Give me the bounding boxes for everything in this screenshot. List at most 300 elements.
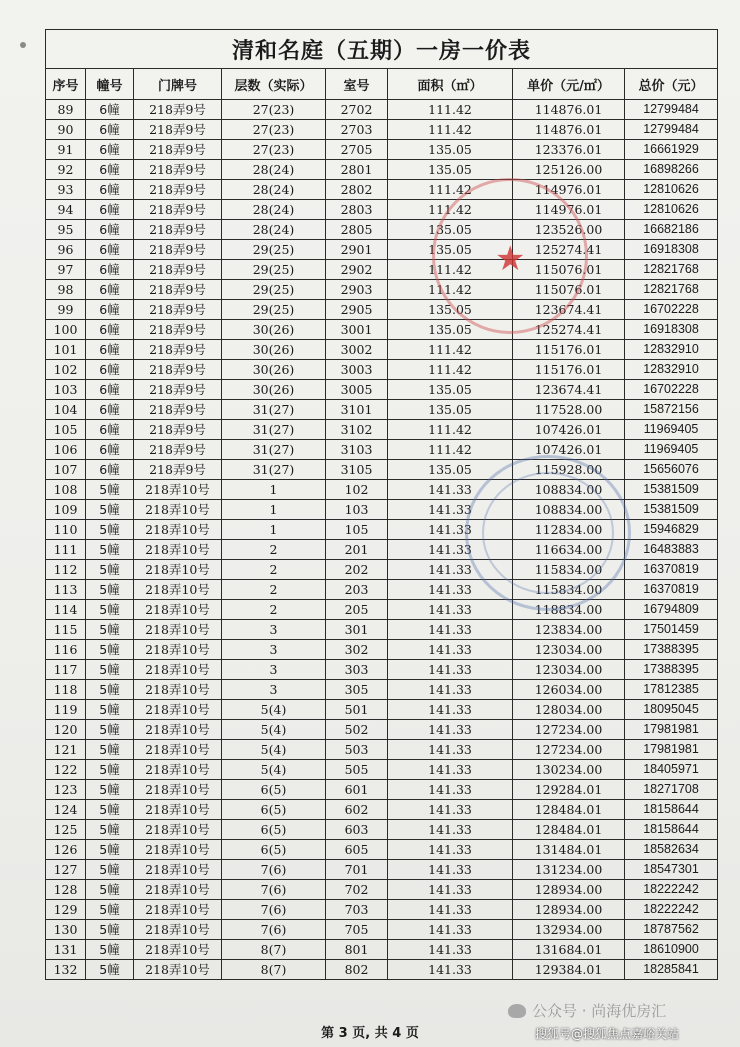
table-row <box>46 840 718 860</box>
cell-floor: 3 <box>222 640 326 660</box>
cell-index: 111 <box>46 540 86 560</box>
cell-floor: 8(7) <box>222 960 326 980</box>
table-row <box>46 760 718 780</box>
price-table <box>45 29 718 980</box>
cell-area: 111.42 <box>388 360 513 380</box>
cell-index: 119 <box>46 700 86 720</box>
cell-total-price: 18158644 <box>625 800 718 820</box>
table-row <box>46 200 718 220</box>
cell-area: 141.33 <box>388 940 513 960</box>
cell-room: 2903 <box>326 280 388 300</box>
cell-unit-price: 117528.00 <box>513 400 625 420</box>
table-row <box>46 640 718 660</box>
cell-area: 141.33 <box>388 800 513 820</box>
cell-building: 6幢 <box>86 300 134 320</box>
cell-area: 141.33 <box>388 680 513 700</box>
cell-building: 6幢 <box>86 280 134 300</box>
table-row <box>46 460 718 480</box>
header-floor: 层数（实际） <box>222 69 326 100</box>
cell-total-price: 16794809 <box>625 600 718 620</box>
cell-total-price: 15946829 <box>625 520 718 540</box>
cell-total-price: 12832910 <box>625 340 718 360</box>
header-building: 幢号 <box>86 69 134 100</box>
table-row <box>46 360 718 380</box>
cell-address: 218弄9号 <box>134 420 222 440</box>
cell-room: 2905 <box>326 300 388 320</box>
cell-unit-price: 115928.00 <box>513 460 625 480</box>
table-row <box>46 500 718 520</box>
cell-area: 135.05 <box>388 140 513 160</box>
cell-area: 111.42 <box>388 260 513 280</box>
cell-building: 5幢 <box>86 760 134 780</box>
cell-floor: 7(6) <box>222 920 326 940</box>
header-total-price: 总价（元） <box>625 69 718 100</box>
cell-unit-price: 128484.01 <box>513 820 625 840</box>
cell-total-price: 12810626 <box>625 180 718 200</box>
cell-unit-price: 127234.00 <box>513 740 625 760</box>
cell-index: 132 <box>46 960 86 980</box>
cell-floor: 2 <box>222 580 326 600</box>
cell-building: 5幢 <box>86 480 134 500</box>
cell-total-price: 15872156 <box>625 400 718 420</box>
cell-building: 6幢 <box>86 340 134 360</box>
cell-floor: 1 <box>222 520 326 540</box>
cell-building: 5幢 <box>86 660 134 680</box>
cell-room: 202 <box>326 560 388 580</box>
cell-index: 101 <box>46 340 86 360</box>
cell-floor: 3 <box>222 660 326 680</box>
cell-room: 2703 <box>326 120 388 140</box>
cell-room: 603 <box>326 820 388 840</box>
cell-address: 218弄9号 <box>134 440 222 460</box>
cell-address: 218弄10号 <box>134 680 222 700</box>
cell-total-price: 12832910 <box>625 360 718 380</box>
header-area: 面积（㎡） <box>388 69 513 100</box>
cell-floor: 5(4) <box>222 740 326 760</box>
cell-address: 218弄9号 <box>134 320 222 340</box>
cell-address: 218弄10号 <box>134 620 222 640</box>
cell-unit-price: 125274.41 <box>513 320 625 340</box>
cell-floor: 31(27) <box>222 420 326 440</box>
cell-room: 2702 <box>326 100 388 120</box>
cell-total-price: 18158644 <box>625 820 718 840</box>
cell-address: 218弄9号 <box>134 120 222 140</box>
cell-area: 141.33 <box>388 760 513 780</box>
cell-room: 203 <box>326 580 388 600</box>
header-room: 室号 <box>326 69 388 100</box>
cell-unit-price: 115834.00 <box>513 580 625 600</box>
cell-unit-price: 123674.41 <box>513 380 625 400</box>
cell-area: 141.33 <box>388 560 513 580</box>
cell-floor: 6(5) <box>222 840 326 860</box>
cell-address: 218弄10号 <box>134 880 222 900</box>
cell-index: 114 <box>46 600 86 620</box>
cell-area: 141.33 <box>388 920 513 940</box>
cell-floor: 31(27) <box>222 440 326 460</box>
wechat-watermark-text: 公众号 · 尚海优房汇 <box>532 1002 667 1020</box>
cell-floor: 28(24) <box>222 220 326 240</box>
cell-address: 218弄10号 <box>134 720 222 740</box>
cell-floor: 30(26) <box>222 340 326 360</box>
cell-address: 218弄10号 <box>134 960 222 980</box>
cell-building: 5幢 <box>86 920 134 940</box>
table-row <box>46 740 718 760</box>
cell-building: 5幢 <box>86 680 134 700</box>
cell-area: 111.42 <box>388 340 513 360</box>
cell-index: 90 <box>46 120 86 140</box>
cell-floor: 7(6) <box>222 860 326 880</box>
cell-address: 218弄10号 <box>134 760 222 780</box>
cell-total-price: 16370819 <box>625 580 718 600</box>
cell-floor: 1 <box>222 480 326 500</box>
cell-area: 135.05 <box>388 300 513 320</box>
cell-unit-price: 123034.00 <box>513 640 625 660</box>
cell-unit-price: 115176.01 <box>513 340 625 360</box>
table-row <box>46 380 718 400</box>
cell-total-price: 16682186 <box>625 220 718 240</box>
cell-address: 218弄9号 <box>134 140 222 160</box>
cell-address: 218弄10号 <box>134 480 222 500</box>
cell-area: 135.05 <box>388 400 513 420</box>
cell-area: 135.05 <box>388 220 513 240</box>
header-address: 门牌号 <box>134 69 222 100</box>
cell-address: 218弄10号 <box>134 560 222 580</box>
cell-address: 218弄10号 <box>134 840 222 860</box>
cell-total-price: 17981981 <box>625 720 718 740</box>
cell-room: 302 <box>326 640 388 660</box>
cell-floor: 29(25) <box>222 300 326 320</box>
cell-building: 5幢 <box>86 500 134 520</box>
cell-index: 126 <box>46 840 86 860</box>
cell-total-price: 17981981 <box>625 740 718 760</box>
table-row <box>46 900 718 920</box>
cell-total-price: 16370819 <box>625 560 718 580</box>
cell-index: 103 <box>46 380 86 400</box>
table-row <box>46 320 718 340</box>
cell-total-price: 16483883 <box>625 540 718 560</box>
cell-room: 602 <box>326 800 388 820</box>
table-row <box>46 940 718 960</box>
cell-room: 3003 <box>326 360 388 380</box>
cell-area: 141.33 <box>388 540 513 560</box>
cell-index: 97 <box>46 260 86 280</box>
cell-building: 6幢 <box>86 320 134 340</box>
cell-total-price: 12799484 <box>625 120 718 140</box>
cell-unit-price: 128934.00 <box>513 900 625 920</box>
cell-total-price: 12799484 <box>625 100 718 120</box>
cell-address: 218弄10号 <box>134 600 222 620</box>
cell-area: 111.42 <box>388 200 513 220</box>
cell-index: 118 <box>46 680 86 700</box>
cell-floor: 2 <box>222 600 326 620</box>
cell-unit-price: 112834.00 <box>513 520 625 540</box>
cell-unit-price: 128484.01 <box>513 800 625 820</box>
cell-address: 218弄10号 <box>134 860 222 880</box>
cell-building: 6幢 <box>86 100 134 120</box>
cell-area: 141.33 <box>388 860 513 880</box>
cell-floor: 5(4) <box>222 720 326 740</box>
cell-room: 605 <box>326 840 388 860</box>
cell-total-price: 16702228 <box>625 300 718 320</box>
cell-room: 201 <box>326 540 388 560</box>
cell-index: 130 <box>46 920 86 940</box>
cell-address: 218弄9号 <box>134 340 222 360</box>
cell-room: 502 <box>326 720 388 740</box>
cell-area: 111.42 <box>388 180 513 200</box>
cell-address: 218弄9号 <box>134 160 222 180</box>
cell-index: 109 <box>46 500 86 520</box>
cell-floor: 29(25) <box>222 260 326 280</box>
cell-floor: 27(23) <box>222 100 326 120</box>
table-row <box>46 440 718 460</box>
cell-building: 6幢 <box>86 420 134 440</box>
cell-unit-price: 131684.01 <box>513 940 625 960</box>
cell-room: 505 <box>326 760 388 780</box>
cell-total-price: 16661929 <box>625 140 718 160</box>
cell-address: 218弄10号 <box>134 820 222 840</box>
cell-total-price: 18222242 <box>625 880 718 900</box>
cell-area: 111.42 <box>388 120 513 140</box>
cell-room: 501 <box>326 700 388 720</box>
cell-index: 116 <box>46 640 86 660</box>
cell-unit-price: 128934.00 <box>513 880 625 900</box>
table-row <box>46 300 718 320</box>
cell-area: 111.42 <box>388 100 513 120</box>
table-row <box>46 660 718 680</box>
table-row <box>46 280 718 300</box>
cell-unit-price: 118834.00 <box>513 600 625 620</box>
cell-building: 6幢 <box>86 260 134 280</box>
cell-room: 105 <box>326 520 388 540</box>
cell-area: 135.05 <box>388 380 513 400</box>
cell-total-price: 16918308 <box>625 320 718 340</box>
cell-floor: 30(26) <box>222 360 326 380</box>
cell-room: 2705 <box>326 140 388 160</box>
cell-room: 503 <box>326 740 388 760</box>
cell-index: 105 <box>46 420 86 440</box>
page-number: 第 3 页, 共 4 页 <box>321 1026 419 1041</box>
table-row <box>46 860 718 880</box>
cell-total-price: 18547301 <box>625 860 718 880</box>
cell-building: 6幢 <box>86 240 134 260</box>
cell-floor: 8(7) <box>222 940 326 960</box>
cell-address: 218弄10号 <box>134 700 222 720</box>
cell-total-price: 18222242 <box>625 900 718 920</box>
cell-area: 135.05 <box>388 320 513 340</box>
cell-floor: 6(5) <box>222 820 326 840</box>
table-row <box>46 540 718 560</box>
cell-building: 5幢 <box>86 780 134 800</box>
cell-index: 131 <box>46 940 86 960</box>
cell-index: 121 <box>46 740 86 760</box>
cell-address: 218弄10号 <box>134 580 222 600</box>
table-row <box>46 600 718 620</box>
cell-building: 6幢 <box>86 140 134 160</box>
cell-unit-price: 125126.00 <box>513 160 625 180</box>
table-row <box>46 220 718 240</box>
table-row <box>46 240 718 260</box>
cell-total-price: 16702228 <box>625 380 718 400</box>
cell-unit-price: 123376.01 <box>513 140 625 160</box>
cell-total-price: 12821768 <box>625 260 718 280</box>
cell-total-price: 11969405 <box>625 420 718 440</box>
cell-index: 107 <box>46 460 86 480</box>
table-row <box>46 680 718 700</box>
cell-room: 103 <box>326 500 388 520</box>
cell-total-price: 15381509 <box>625 480 718 500</box>
table-row <box>46 700 718 720</box>
cell-area: 111.42 <box>388 420 513 440</box>
cell-floor: 7(6) <box>222 880 326 900</box>
cell-unit-price: 116634.00 <box>513 540 625 560</box>
table-row <box>46 620 718 640</box>
cell-unit-price: 115076.01 <box>513 280 625 300</box>
cell-floor: 6(5) <box>222 800 326 820</box>
cell-floor: 30(26) <box>222 380 326 400</box>
cell-unit-price: 115834.00 <box>513 560 625 580</box>
cell-room: 303 <box>326 660 388 680</box>
cell-index: 127 <box>46 860 86 880</box>
cell-room: 3001 <box>326 320 388 340</box>
cell-address: 218弄9号 <box>134 300 222 320</box>
cell-area: 141.33 <box>388 700 513 720</box>
cell-building: 6幢 <box>86 440 134 460</box>
cell-total-price: 12821768 <box>625 280 718 300</box>
cell-index: 108 <box>46 480 86 500</box>
cell-room: 801 <box>326 940 388 960</box>
cell-floor: 29(25) <box>222 240 326 260</box>
table-body <box>46 100 718 980</box>
cell-total-price: 18582634 <box>625 840 718 860</box>
cell-total-price: 16898266 <box>625 160 718 180</box>
table-row <box>46 420 718 440</box>
cell-floor: 28(24) <box>222 200 326 220</box>
cell-floor: 28(24) <box>222 180 326 200</box>
cell-index: 124 <box>46 800 86 820</box>
cell-unit-price: 127234.00 <box>513 720 625 740</box>
table-row <box>46 340 718 360</box>
cell-building: 6幢 <box>86 180 134 200</box>
cell-address: 218弄9号 <box>134 100 222 120</box>
cell-index: 122 <box>46 760 86 780</box>
cell-building: 5幢 <box>86 560 134 580</box>
cell-unit-price: 126034.00 <box>513 680 625 700</box>
cell-address: 218弄10号 <box>134 800 222 820</box>
cell-index: 93 <box>46 180 86 200</box>
cell-unit-price: 114876.01 <box>513 100 625 120</box>
cell-address: 218弄10号 <box>134 940 222 960</box>
cell-area: 141.33 <box>388 900 513 920</box>
cell-area: 141.33 <box>388 720 513 740</box>
table-row <box>46 580 718 600</box>
cell-total-price: 18610900 <box>625 940 718 960</box>
cell-floor: 31(27) <box>222 400 326 420</box>
cell-index: 104 <box>46 400 86 420</box>
cell-index: 129 <box>46 900 86 920</box>
table-title: 清和名庭（五期）一房一价表 <box>46 30 718 69</box>
star-icon: ★ <box>495 239 526 279</box>
cell-index: 117 <box>46 660 86 680</box>
cell-index: 102 <box>46 360 86 380</box>
table-row <box>46 140 718 160</box>
cell-address: 218弄9号 <box>134 240 222 260</box>
cell-room: 102 <box>326 480 388 500</box>
cell-index: 94 <box>46 200 86 220</box>
cell-address: 218弄10号 <box>134 640 222 660</box>
cell-area: 141.33 <box>388 640 513 660</box>
cell-floor: 3 <box>222 620 326 640</box>
cell-area: 141.33 <box>388 740 513 760</box>
cell-address: 218弄10号 <box>134 920 222 940</box>
table-row <box>46 120 718 140</box>
cell-room: 3105 <box>326 460 388 480</box>
cell-area: 141.33 <box>388 960 513 980</box>
cell-address: 218弄9号 <box>134 220 222 240</box>
cell-unit-price: 129284.01 <box>513 780 625 800</box>
cell-total-price: 17501459 <box>625 620 718 640</box>
cell-index: 92 <box>46 160 86 180</box>
cell-floor: 30(26) <box>222 320 326 340</box>
cell-unit-price: 114976.01 <box>513 200 625 220</box>
cell-total-price: 16918308 <box>625 240 718 260</box>
cell-index: 106 <box>46 440 86 460</box>
table-row <box>46 880 718 900</box>
cell-building: 6幢 <box>86 220 134 240</box>
cell-room: 2801 <box>326 160 388 180</box>
cell-room: 2902 <box>326 260 388 280</box>
cell-room: 705 <box>326 920 388 940</box>
punch-hole <box>20 42 26 48</box>
cell-area: 141.33 <box>388 780 513 800</box>
cell-index: 113 <box>46 580 86 600</box>
cell-building: 6幢 <box>86 120 134 140</box>
cell-index: 89 <box>46 100 86 120</box>
cell-room: 2901 <box>326 240 388 260</box>
cell-building: 5幢 <box>86 720 134 740</box>
cell-total-price: 17388395 <box>625 640 718 660</box>
cell-index: 112 <box>46 560 86 580</box>
cell-address: 218弄9号 <box>134 400 222 420</box>
cell-building: 5幢 <box>86 860 134 880</box>
cell-unit-price: 131484.01 <box>513 840 625 860</box>
cell-building: 5幢 <box>86 700 134 720</box>
cell-address: 218弄10号 <box>134 500 222 520</box>
cell-unit-price: 108834.00 <box>513 480 625 500</box>
cell-floor: 28(24) <box>222 160 326 180</box>
cell-address: 218弄10号 <box>134 780 222 800</box>
cell-area: 141.33 <box>388 500 513 520</box>
cell-area: 135.05 <box>388 240 513 260</box>
cell-area: 141.33 <box>388 620 513 640</box>
cell-unit-price: 131234.00 <box>513 860 625 880</box>
cell-total-price: 18405971 <box>625 760 718 780</box>
table-row <box>46 180 718 200</box>
cell-floor: 27(23) <box>222 120 326 140</box>
cell-address: 218弄9号 <box>134 460 222 480</box>
cell-floor: 1 <box>222 500 326 520</box>
cell-unit-price: 123526.00 <box>513 220 625 240</box>
cell-address: 218弄10号 <box>134 520 222 540</box>
cell-area: 141.33 <box>388 820 513 840</box>
cell-total-price: 18095045 <box>625 700 718 720</box>
cell-building: 5幢 <box>86 820 134 840</box>
cell-unit-price: 114976.01 <box>513 180 625 200</box>
header-unit-price: 单价（元/㎡） <box>513 69 625 100</box>
cell-address: 218弄9号 <box>134 260 222 280</box>
cell-building: 5幢 <box>86 600 134 620</box>
table-row <box>46 720 718 740</box>
header-row <box>46 69 718 100</box>
